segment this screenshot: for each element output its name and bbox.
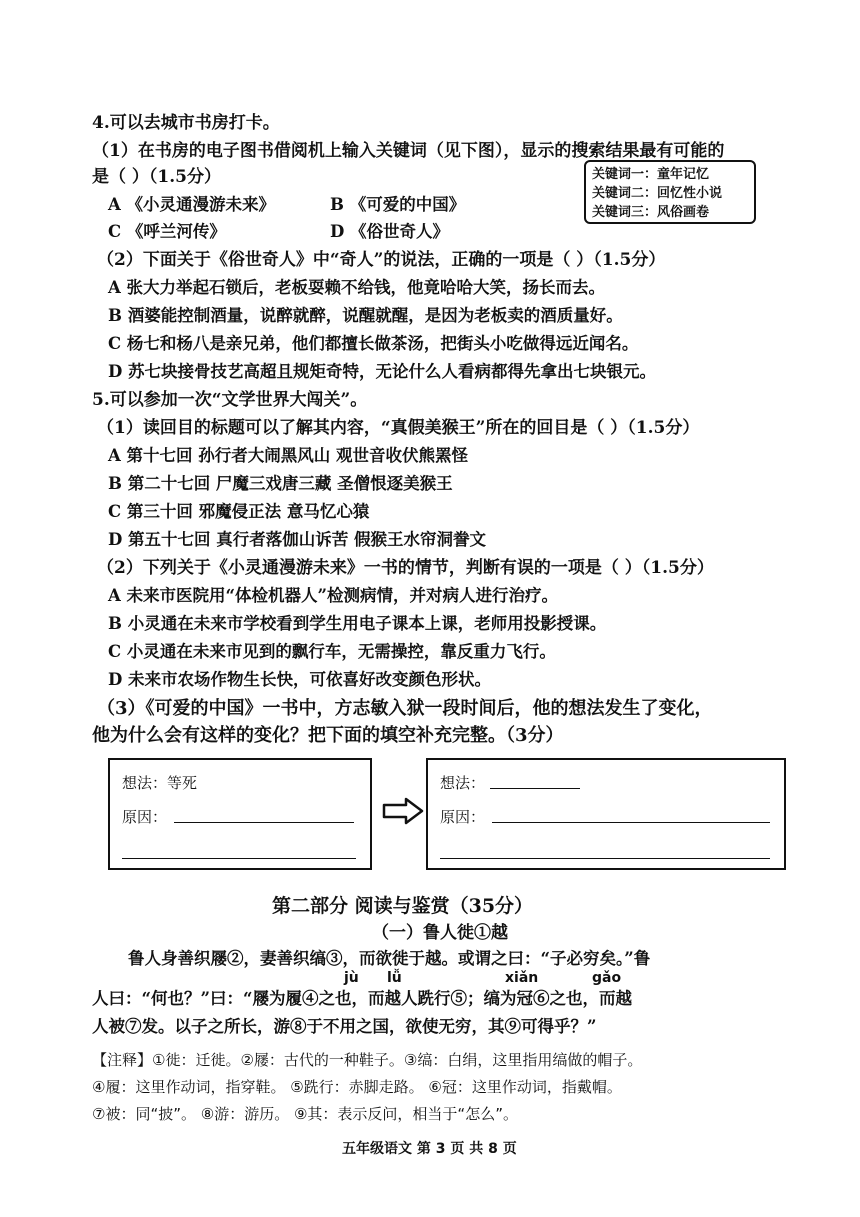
part2-title: 第二部分 阅读与鉴赏（35分）	[272, 895, 534, 917]
keyword-box	[584, 160, 756, 224]
right-idea-label: 想法：	[440, 774, 486, 792]
q4-option-a[interactable]: A 《小灵通漫游未来》	[108, 195, 276, 214]
passage-line-3: 人被⑦发。以子之所长，游⑧于不用之国，欲使无穷，其⑨可得乎？”	[92, 1017, 597, 1036]
keyword-3: 关键词三：风俗画卷	[592, 205, 710, 220]
q5-sub3-line2: 他为什么会有这样的变化？把下面的填空补充完整。（3分）	[92, 725, 564, 746]
q5-sub2-option-b[interactable]: B 小灵通在未来市学校看到学生用电子课本上课，老师用投影授课。	[108, 614, 607, 633]
pinyin-ju: jù	[344, 970, 359, 986]
q4-option-d[interactable]: D 《俗世奇人》	[330, 222, 450, 241]
left-idea-label: 想法：等死	[122, 774, 198, 792]
passage-title: （一）鲁人徙①越	[372, 923, 508, 943]
pinyin-lv: lǚ	[387, 970, 402, 986]
right-reason-label: 原因：	[440, 808, 486, 826]
q4-option-b[interactable]: B 《可爱的中国》	[330, 195, 466, 214]
right-reason-blank[interactable]	[492, 822, 770, 823]
q5-sub3-line1: （3）《可爱的中国》一书中，方志敏入狱一段时间后，他的想法发生了变化，	[97, 698, 713, 719]
q4-sub1-line2: 是（ ）（1.5分）	[92, 167, 221, 187]
notes-line-1: 【注释】①徙：迁徙。②屦：古代的一种鞋子。③缟：白绢，这里指用缟做的帽子。	[92, 1051, 643, 1069]
left-fill-box	[108, 758, 372, 870]
q5-title: 5.可以参加一次“文学世界大闯关”。	[92, 390, 368, 410]
q4-title: 4.可以去城市书房打卡。	[92, 113, 280, 133]
q5-sub2-option-a[interactable]: A 未来市医院用“体检机器人”检测病情，并对病人进行治疗。	[108, 586, 559, 605]
passage-line-1: 鲁人身善织屦②，妻善织缟③，而欲徙于越。或谓之曰：“子必穷矣。”鲁	[128, 949, 651, 968]
notes-line-2: ④履：这里作动词，指穿鞋。 ⑤跣行：赤脚走路。 ⑥冠：这里作动词，指戴帽。	[92, 1078, 622, 1096]
pinyin-gao: gǎo	[592, 970, 622, 986]
left-reason-label: 原因：	[122, 808, 168, 826]
right-reason-blank-2[interactable]	[440, 858, 770, 859]
q4-sub1-line1: （1）在书房的电子图书借阅机上输入关键词（见下图），显示的搜索结果最有可能的	[92, 141, 725, 161]
right-arrow-icon	[382, 797, 424, 825]
right-idea-blank[interactable]	[490, 788, 580, 789]
q5-sub2-option-c[interactable]: C 小灵通在未来市见到的飘行车，无需操控，靠反重力飞行。	[108, 642, 556, 661]
pinyin-xian: xiǎn	[505, 970, 539, 986]
q4-sub2: （2）下面关于《俗世奇人》中“奇人”的说法，正确的一项是（ ）（1.5分）	[97, 250, 666, 270]
right-fill-box	[426, 758, 786, 870]
q4-sub2-option-b[interactable]: B 酒婆能控制酒量，说醉就醉，说醒就醒，是因为老板卖的酒质量好。	[108, 306, 623, 325]
left-reason-blank[interactable]	[174, 822, 354, 823]
keyword-1: 关键词一：童年记忆	[592, 167, 710, 182]
page-footer: 五年级语文 第 3 页 共 8 页	[342, 1141, 517, 1157]
q4-sub2-option-c[interactable]: C 杨七和杨八是亲兄弟，他们都擅长做茶汤，把街头小吃做得远近闻名。	[108, 334, 639, 353]
q4-option-c[interactable]: C 《呼兰河传》	[108, 222, 226, 241]
q5-sub1-option-d[interactable]: D 第五十七回 真行者落伽山诉苦 假猴王水帘洞誊文	[108, 530, 487, 549]
q5-sub2: （2）下列关于《小灵通漫游未来》一书的情节，判断有误的一项是（ ）（1.5分）	[97, 558, 714, 578]
q5-sub2-option-d[interactable]: D 未来市农场作物生长快，可依喜好改变颜色形状。	[108, 670, 492, 689]
q4-sub2-option-a[interactable]: A 张大力举起石锁后，老板耍赖不给钱，他竟哈哈大笑，扬长而去。	[108, 278, 606, 297]
q5-sub1: （1）读回目的标题可以了解其内容，“真假美猴王”所在的回目是（ ）（1.5分）	[97, 418, 700, 438]
left-reason-blank-2[interactable]	[122, 858, 356, 859]
q5-sub1-option-c[interactable]: C 第三十回 邪魔侵正法 意马忆心猿	[108, 502, 370, 521]
q5-sub1-option-a[interactable]: A 第十七回 孙行者大闹黑风山 观世音收伏熊罴怪	[108, 446, 469, 465]
q4-sub2-option-d[interactable]: D 苏七块接骨技艺高超且规矩奇特，无论什么人看病都得先拿出七块银元。	[108, 362, 657, 381]
keyword-2: 关键词二：回忆性小说	[592, 186, 723, 201]
notes-line-3: ⑦被：同“披”。 ⑧游：游历。 ⑨其：表示反问，相当于“怎么”。	[92, 1105, 518, 1123]
passage-line-2: 人曰：“何也？”曰：“屦为履④之也，而越人跣行⑤；缟为冠⑥之也，而越	[92, 989, 632, 1008]
q5-sub1-option-b[interactable]: B 第二十七回 尸魔三戏唐三藏 圣僧恨逐美猴王	[108, 474, 453, 493]
